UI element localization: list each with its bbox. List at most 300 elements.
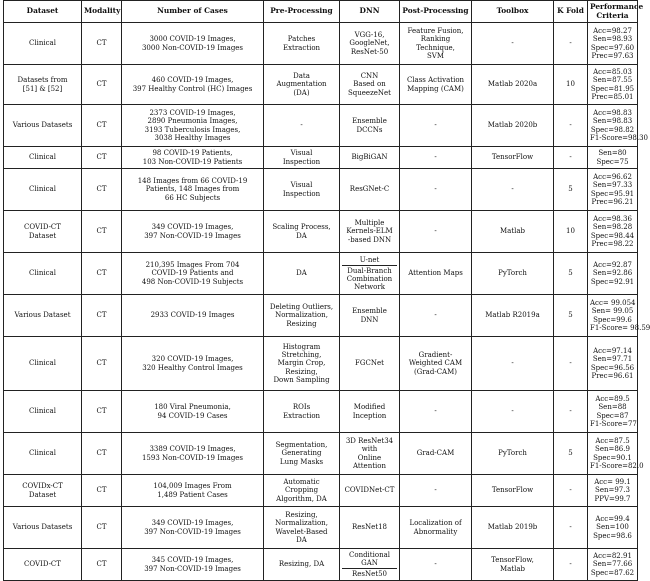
dnn-separator (342, 265, 397, 266)
cell-line: Resizing, DA (278, 560, 325, 569)
cell-line: 1,489 Patient Cases (157, 490, 228, 499)
cell-line: F1-Score=82.0 (590, 461, 644, 470)
performance-cell (588, 147, 638, 169)
preprocessing-cell (264, 391, 340, 433)
modality-cell: CT (82, 23, 122, 65)
cell-line: Visual (290, 181, 313, 190)
cell-line: Online (357, 453, 382, 462)
dataset-cell (4, 507, 82, 549)
performance-cell (588, 507, 638, 549)
preprocessing-cell (264, 147, 340, 169)
dataset-cell (4, 475, 82, 507)
cell-line: Patches (287, 35, 316, 44)
cell-line: - (434, 407, 437, 416)
modality-cell: CT (82, 147, 122, 169)
cell-line: with (361, 445, 378, 454)
cell-line: Matlab (499, 227, 526, 236)
performance-cell (588, 391, 638, 433)
kfold-cell: - (554, 391, 588, 433)
cell-line: Acc=98.83 (593, 109, 632, 118)
kfold-cell: - (554, 549, 588, 581)
dnn-cell (340, 105, 400, 147)
cell-line: Multiple (354, 219, 385, 228)
cell-line: ResNet18 (352, 523, 387, 532)
dnn-cell (340, 253, 400, 295)
cell-line: Normalization, (275, 311, 328, 320)
performance-cell (588, 475, 638, 507)
dataset-cell (4, 253, 82, 295)
cell-line: Wavelet-Based (275, 527, 328, 536)
postprocessing-cell (400, 391, 472, 433)
cell-line: COVID-CT (24, 223, 61, 232)
cell-line: Acc=98.27 (593, 27, 632, 36)
cell-line: Acc= 99.1 (594, 478, 631, 487)
cell-line: Extraction (282, 411, 321, 420)
cell-line: 103 Non-COVID-19 Patients (142, 157, 243, 166)
cell-line: Clinical (29, 185, 56, 194)
cell-line: GoogleNet, (349, 39, 390, 48)
dataset-cell (4, 105, 82, 147)
cell-line: ResGNet-C (349, 185, 390, 194)
cell-line: 180 Viral Pneumonia, (154, 403, 231, 412)
cell-line: Clinical (29, 449, 56, 458)
performance-cell (588, 211, 638, 253)
cell-line: Attention Maps (408, 269, 463, 278)
cell-line: 3193 Tuberculosis Images, (144, 125, 241, 134)
postprocessing-cell (400, 23, 472, 65)
cell-line: DA (296, 231, 307, 240)
kfold-cell: 5 (554, 295, 588, 337)
dnn-cell (340, 337, 400, 391)
cell-line: SqueezeNet (348, 88, 391, 97)
cell-line: Sen=98.83 (592, 117, 633, 126)
toolbox-cell (472, 295, 554, 337)
cell-line: Matlab R2019a (485, 311, 540, 320)
cell-line: Algorithm, DA (276, 494, 327, 503)
cell-line: Margin Crop, (277, 359, 326, 368)
toolbox-cell (472, 147, 554, 169)
preprocessing-cell (264, 211, 340, 253)
cell-line: 104,009 Images From (153, 482, 232, 491)
dnn-cell (340, 23, 400, 65)
cell-line: Sen=86.9 (595, 445, 630, 454)
cell-line: Spec=75 (596, 157, 629, 166)
dataset-cell (4, 549, 82, 581)
cell-line: Clinical (29, 407, 56, 416)
cell-line: [51] & [52] (22, 84, 63, 93)
cell-line: Spec=81.95 (590, 84, 635, 93)
cell-line: Inspection (282, 189, 321, 198)
cases-cell (122, 433, 264, 475)
cell-line: Matlab 2019b (487, 523, 538, 532)
cases-cell (122, 211, 264, 253)
cell-line: Segmentation, (275, 441, 328, 450)
cell-line: - (511, 407, 514, 416)
cell-line: 2373 COVID-19 Images, (149, 109, 236, 118)
cell-line: Sen=100 (596, 523, 629, 532)
performance-cell (588, 549, 638, 581)
cell-line: 349 COVID-19 Images, (151, 519, 234, 528)
cell-line: 148 Images from 66 COVID-19 (137, 177, 248, 186)
cell-line: Resizing, (285, 367, 318, 376)
cell-line: Matlab 2020a (487, 80, 538, 89)
table-row (4, 337, 638, 391)
cell-line: Generating (281, 449, 322, 458)
cell-line: DNN (360, 315, 379, 324)
table-row (4, 253, 638, 295)
modality-cell: CT (82, 211, 122, 253)
cases-cell (122, 105, 264, 147)
postprocessing-cell (400, 253, 472, 295)
table-row (4, 433, 638, 475)
cell-line: Attention (353, 461, 386, 470)
cell-line: - (434, 311, 437, 320)
cell-line: Clinical (29, 269, 56, 278)
preprocessing-cell (264, 337, 340, 391)
performance-cell (588, 65, 638, 105)
cell-line: Sen=97.71 (592, 355, 633, 364)
kfold-cell: - (554, 475, 588, 507)
postprocessing-cell (400, 169, 472, 211)
cases-cell (122, 23, 264, 65)
cell-line: Deleting Outliers, (269, 303, 334, 312)
cell-line: Clinical (29, 359, 56, 368)
cell-line: 397 Non-COVID-19 Images (144, 527, 241, 536)
cell-line: Sen=88 (598, 403, 627, 412)
cell-line: TensorFlow (491, 486, 534, 495)
preprocessing-cell (264, 105, 340, 147)
preprocessing-cell (264, 253, 340, 295)
kfold-cell: 10 (554, 211, 588, 253)
dnn-cell (340, 169, 400, 211)
cell-line: Acc=89.5 (595, 395, 630, 404)
cases-cell (122, 337, 264, 391)
cell-line: Stretching, (281, 351, 322, 360)
kfold-cell: 5 (554, 169, 588, 211)
postprocessing-cell (400, 337, 472, 391)
performance-cell (588, 105, 648, 147)
cell-line: Combination (346, 275, 393, 283)
header-dataset: Dataset (4, 1, 82, 23)
cell-line: Clinical (29, 39, 56, 48)
cell-line: Acc=82.91 (593, 552, 632, 561)
cell-line: Augmentation (276, 80, 327, 89)
kfold-cell: - (554, 507, 588, 549)
table-row (4, 65, 638, 105)
cell-line: Spec=97.60 (590, 43, 635, 52)
cell-line: Acc=97.14 (593, 347, 632, 356)
postprocessing-cell (400, 507, 472, 549)
cell-line: Mapping (CAM) (407, 84, 464, 93)
cell-line: Scaling Process, (272, 223, 331, 232)
toolbox-cell (472, 105, 554, 147)
cell-line: Technique, (416, 43, 455, 52)
cell-line: Gradient- (418, 351, 453, 360)
cell-line: Sen=77.66 (592, 560, 633, 569)
dnn-cell (340, 65, 400, 105)
cell-line: Matlab (499, 564, 526, 573)
table-row (4, 549, 638, 581)
cases-cell (122, 549, 264, 581)
table-row (4, 169, 638, 211)
cell-line: FGCNet (355, 359, 384, 368)
dataset-cell (4, 65, 82, 105)
performance-cell (588, 433, 644, 475)
modality-cell: CT (82, 295, 122, 337)
header-modality: Modality (82, 1, 122, 23)
cell-line: 397 Non-COVID-19 Images (144, 564, 241, 573)
cases-cell (122, 475, 264, 507)
cell-line: - (434, 153, 437, 162)
cell-line: Weighted CAM (408, 359, 463, 368)
cell-line: Acc= 99.054 (590, 299, 636, 308)
cell-line: COVIDx-CT (22, 482, 63, 491)
cell-line: Prec=98.22 (591, 239, 634, 248)
cell-line: Spec=87.62 (590, 568, 635, 577)
preprocessing-cell (264, 507, 340, 549)
toolbox-cell (472, 507, 554, 549)
cell-line: Prec=96.61 (591, 371, 634, 380)
cell-line: Prec=97.63 (591, 51, 634, 60)
cell-line: ResNet50 (352, 570, 387, 579)
cell-line: 3000 COVID-19 Images, (149, 35, 236, 44)
toolbox-cell (472, 391, 554, 433)
cell-line: Dual-Branch (347, 266, 392, 275)
cell-line: Sen= 99.05 (591, 307, 634, 316)
cell-line: Sen=98.28 (592, 223, 633, 232)
cell-line: - (511, 359, 514, 368)
cell-line: Various Datasets (12, 523, 73, 532)
preprocessing-cell (264, 23, 340, 65)
cell-line: 345 COVID-19 Images, (151, 556, 234, 565)
cell-line: 66 HC Subjects (164, 193, 221, 202)
cell-line: Datasets from (17, 76, 68, 85)
dnn-cell (340, 295, 400, 337)
cell-line: Various Dataset (14, 311, 71, 320)
table-row (4, 23, 638, 65)
cell-line: Resizing (286, 319, 317, 328)
cell-line: Spec=90.1 (593, 453, 632, 462)
toolbox-cell (472, 337, 554, 391)
dataset-cell (4, 169, 82, 211)
cell-line: Ensemble (352, 117, 387, 126)
performance-cell (588, 295, 650, 337)
modality-cell: CT (82, 475, 122, 507)
cell-line: 1593 Non-COVID-19 Images (141, 453, 244, 462)
dnn-cell (340, 211, 400, 253)
kfold-cell: - (554, 23, 588, 65)
toolbox-cell (472, 65, 554, 105)
cell-line: Prec=96.21 (591, 197, 634, 206)
cell-line: 3000 Non-COVID-19 Images (141, 43, 244, 52)
postprocessing-cell (400, 549, 472, 581)
cell-line: Various Datasets (12, 121, 73, 130)
cell-line: 2890 Pneumonia Images, (147, 117, 238, 126)
cell-line: Spec=98.44 (590, 231, 635, 240)
cell-line: 397 Healthy Control (HC) Images (132, 84, 253, 93)
kfold-cell: - (554, 105, 588, 147)
preprocessing-cell (264, 549, 340, 581)
header-row (4, 1, 638, 23)
modality-cell: CT (82, 507, 122, 549)
cell-line: Visual (290, 149, 313, 158)
cell-line: Acc=87.5 (595, 437, 630, 446)
toolbox-cell (472, 169, 554, 211)
cell-line: - (434, 560, 437, 569)
preprocessing-cell (264, 65, 340, 105)
preprocessing-cell (264, 475, 340, 507)
dnn-cell (340, 391, 400, 433)
dnn-cell (340, 507, 400, 549)
cases-cell (122, 65, 264, 105)
performance-cell (588, 253, 638, 295)
kfold-cell: 10 (554, 65, 588, 105)
cell-line: VGG-16, (354, 31, 385, 40)
cell-line: Acc=99.4 (595, 515, 630, 524)
cell-line: Sen=97.33 (592, 181, 633, 190)
cell-line: - (434, 227, 437, 236)
cell-line: F1-Score= 98.59 (590, 323, 650, 332)
cell-line: Acc=96.62 (593, 173, 632, 182)
dataset-cell (4, 337, 82, 391)
cell-line: Cropping (284, 486, 319, 495)
cell-line: Inspection (282, 157, 321, 166)
cell-line: Spec=95.91 (590, 189, 635, 198)
cell-line: Localization of (409, 519, 462, 528)
cell-line: Sen=80 (598, 149, 627, 158)
cell-line: Acc=98.36 (593, 215, 632, 224)
cell-line: F1-Score=98.30 (590, 133, 648, 142)
toolbox-cell (472, 475, 554, 507)
cell-line: 397 Non-COVID-19 Images (144, 231, 241, 240)
table-row (4, 475, 638, 507)
cell-line: 460 COVID-19 Images, (151, 76, 234, 85)
literature-table (3, 0, 650, 581)
cell-line: Dataset (28, 490, 57, 499)
modality-cell: CT (82, 549, 122, 581)
cell-line: Spec=98.82 (590, 125, 635, 134)
cell-line: SVM (426, 51, 445, 60)
dataset-cell (4, 147, 82, 169)
cell-line: - (434, 185, 437, 194)
cell-line: Dataset (28, 231, 57, 240)
preprocessing-cell (264, 433, 340, 475)
cell-line: Lung Masks (279, 457, 324, 466)
modality-cell: CT (82, 253, 122, 295)
dataset-cell (4, 391, 82, 433)
cell-line: PPV=99.7 (594, 494, 631, 503)
cell-line: 3D ResNet34 (345, 437, 394, 446)
cell-line: 498 Non-COVID-19 Subjects (141, 277, 244, 286)
performance-cell (588, 23, 638, 65)
postprocessing-cell (400, 433, 472, 475)
postprocessing-cell (400, 211, 472, 253)
cell-line: Class Activation (406, 76, 465, 85)
cell-line: Ranking (420, 35, 451, 44)
postprocessing-cell (400, 475, 472, 507)
table-row (4, 295, 638, 337)
toolbox-cell (472, 23, 554, 65)
cell-line: 98 COVID-19 Patients, (152, 149, 233, 158)
dnn-separator (342, 568, 397, 569)
cell-line: Conditional (349, 550, 390, 559)
kfold-cell: - (554, 337, 588, 391)
cell-line: Clinical (29, 153, 56, 162)
postprocessing-cell (400, 105, 472, 147)
dataset-cell (4, 23, 82, 65)
modality-cell: CT (82, 65, 122, 105)
table-row (4, 211, 638, 253)
cell-line: Down Sampling (273, 375, 330, 384)
cell-line: COVIDNet-CT (344, 486, 395, 495)
cell-line: Automatic (283, 478, 320, 487)
header-preprocessing: Pre-Processing (264, 1, 340, 23)
cell-line: 3038 Healthy Images (154, 133, 231, 142)
performance-cell (588, 169, 638, 211)
kfold-cell: - (554, 147, 588, 169)
cell-line: ROIs (292, 403, 311, 412)
header-cases: Number of Cases (122, 1, 264, 23)
cell-line: Data (293, 72, 310, 81)
cell-line: -based DNN (347, 235, 392, 244)
table-row (4, 105, 638, 147)
postprocessing-cell (400, 295, 472, 337)
preprocessing-cell (264, 295, 340, 337)
cases-cell (122, 391, 264, 433)
cell-line: Acc=85.03 (593, 68, 632, 77)
modality-cell: CT (82, 337, 122, 391)
cell-line: Spec=96.56 (590, 363, 635, 372)
cell-line: Matlab 2020b (487, 121, 538, 130)
cell-line: (DA) (293, 88, 310, 97)
cell-line: Kernels-ELM (346, 227, 393, 236)
cell-line: COVID-19 Patients and (151, 269, 234, 278)
cell-line: Based on (353, 80, 386, 89)
cell-line: Network (354, 283, 385, 292)
cell-line: 320 Healthy Control Images (142, 363, 243, 372)
cell-line: Feature Fusion, (407, 27, 464, 36)
cell-line: Sen=92.86 (592, 269, 633, 278)
dataset-cell (4, 211, 82, 253)
cell-line: 210,395 Images From 704 (145, 261, 240, 270)
toolbox-cell (472, 433, 554, 475)
cell-line: Spec=98.6 (593, 531, 632, 540)
toolbox-cell (472, 253, 554, 295)
dataset-cell (4, 433, 82, 475)
cell-line: TensorFlow, (491, 556, 534, 565)
cell-line: Extraction (282, 43, 321, 52)
cell-line: - (511, 185, 514, 194)
postprocessing-cell (400, 147, 472, 169)
cell-line: Sen=98.93 (592, 35, 633, 44)
cell-line: Patients, 148 Images from (145, 185, 240, 194)
cell-line: BigBiGAN (351, 153, 388, 162)
cell-line: Acc=92.87 (593, 261, 632, 270)
cases-cell (122, 169, 264, 211)
cell-line: GAN (361, 558, 378, 567)
cell-line: Spec=87 (596, 411, 629, 420)
cell-line: PyTorch (498, 449, 527, 458)
table-row (4, 507, 638, 549)
cases-cell (122, 507, 264, 549)
cell-line: (Grad-CAM) (414, 367, 457, 376)
dnn-cell (340, 433, 400, 475)
cell-line: ResNet-50 (350, 47, 389, 56)
cell-line: - (511, 39, 514, 48)
preprocessing-cell (264, 169, 340, 211)
cell-line: 3389 COVID-19 Images, (149, 445, 236, 454)
cell-line: 349 COVID-19 Images, (151, 223, 234, 232)
